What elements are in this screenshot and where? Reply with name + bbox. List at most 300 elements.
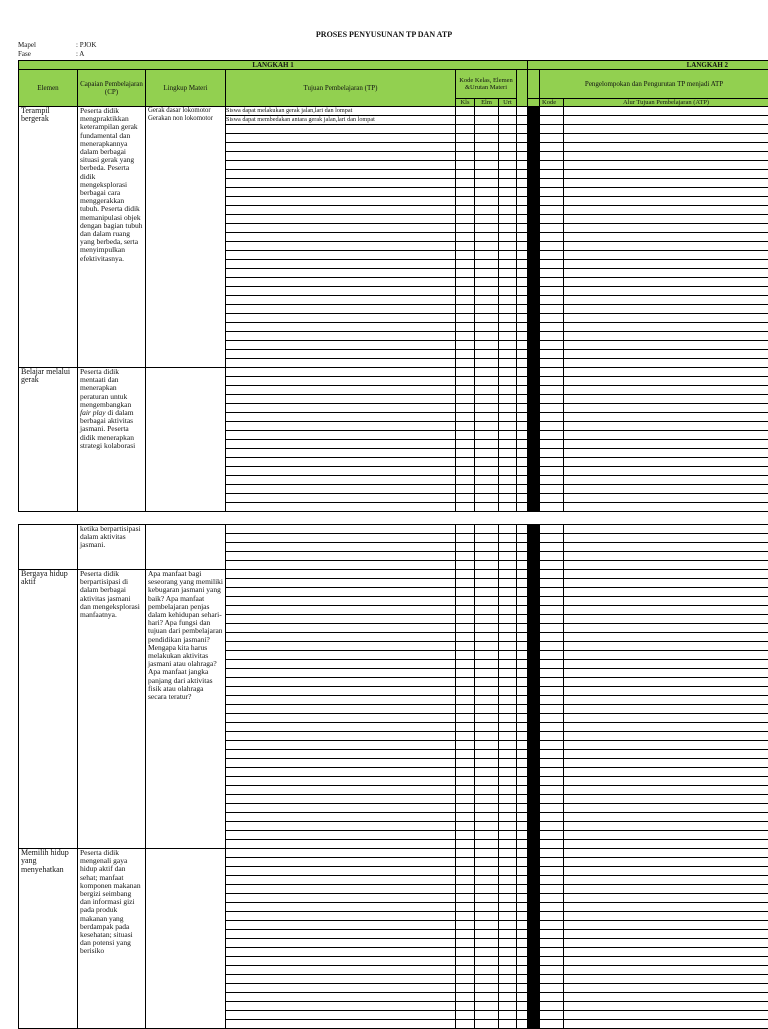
elm-cell — [475, 822, 499, 831]
elm-cell — [475, 831, 499, 840]
elm-cell — [475, 660, 499, 669]
cp-fairplay: fair play — [80, 408, 106, 417]
tp-cell — [226, 921, 456, 930]
alur-cell — [564, 777, 768, 786]
elm-cell — [475, 777, 499, 786]
spacer-cell — [517, 224, 528, 233]
tp-cell — [226, 305, 456, 314]
elm-cell — [475, 768, 499, 777]
alur-cell — [564, 494, 768, 503]
black-divider — [528, 1011, 540, 1020]
black-divider — [528, 804, 540, 813]
spacer-cell — [517, 215, 528, 224]
alur-cell — [564, 116, 768, 125]
black-divider — [528, 597, 540, 606]
spacer-cell — [517, 170, 528, 179]
urt-cell — [499, 750, 517, 759]
black-divider — [528, 422, 540, 431]
urt-cell — [499, 768, 517, 777]
kode-cell — [540, 840, 564, 849]
cp-text: di dalam berbagai aktivitas jasmani. Peserta didik menerapkan strategi kolaborasi — [80, 408, 135, 450]
kode-cell — [540, 260, 564, 269]
black-divider — [528, 224, 540, 233]
kode-cell — [540, 903, 564, 912]
kode-cell — [540, 912, 564, 921]
urt-cell — [499, 467, 517, 476]
elm-cell — [475, 395, 499, 404]
spacer-cell — [517, 768, 528, 777]
urt-cell — [499, 278, 517, 287]
elemen-memilih: Memilih hidup yang menyehatkan — [19, 849, 78, 1029]
black-divider — [528, 143, 540, 152]
elm-cell — [475, 669, 499, 678]
spacer-cell — [517, 669, 528, 678]
spacer-cell — [517, 687, 528, 696]
kls-cell — [456, 197, 475, 206]
alur-cell — [564, 912, 768, 921]
kode-cell — [540, 795, 564, 804]
black-divider — [528, 543, 540, 552]
elm-cell — [475, 179, 499, 188]
elm-cell — [475, 368, 499, 377]
tp-cell — [226, 651, 456, 660]
tp-cell: Siswa dapat melakukan gerak jalan,lari dan lompat — [226, 107, 456, 116]
kls-cell — [456, 458, 475, 467]
tp-cell — [226, 350, 456, 359]
spacer-cell — [517, 534, 528, 543]
spacer-cell — [517, 840, 528, 849]
kode-cell — [540, 813, 564, 822]
black-divider — [528, 966, 540, 975]
tp-cell — [226, 197, 456, 206]
kode-cell — [540, 543, 564, 552]
alur-cell — [564, 1011, 768, 1020]
elm-cell — [475, 143, 499, 152]
kls-cell — [456, 561, 475, 570]
kode-cell — [540, 467, 564, 476]
black-divider — [528, 615, 540, 624]
black-divider — [528, 125, 540, 134]
urt-cell — [499, 885, 517, 894]
tp-cell — [226, 606, 456, 615]
alur-cell — [564, 368, 768, 377]
elm-cell — [475, 534, 499, 543]
tp-cell — [226, 930, 456, 939]
urt-cell — [499, 107, 517, 116]
elm-cell — [475, 525, 499, 534]
black-divider — [528, 494, 540, 503]
kls-cell — [456, 678, 475, 687]
spacer-cell — [517, 795, 528, 804]
tp-cell — [226, 732, 456, 741]
spacer-cell — [517, 242, 528, 251]
kls-cell — [456, 948, 475, 957]
urt-cell — [499, 624, 517, 633]
alur-cell — [564, 570, 768, 579]
kls-cell — [456, 305, 475, 314]
spacer-cell — [517, 359, 528, 368]
urt-cell — [499, 588, 517, 597]
elm-cell — [475, 714, 499, 723]
kls-cell — [456, 597, 475, 606]
black-divider — [528, 921, 540, 930]
spacer-cell — [517, 332, 528, 341]
black-divider — [528, 296, 540, 305]
tp-cell — [226, 206, 456, 215]
urt-cell — [499, 912, 517, 921]
elm-cell — [475, 449, 499, 458]
spacer-cell — [517, 395, 528, 404]
kode-cell — [540, 134, 564, 143]
alur-cell — [564, 467, 768, 476]
kls-cell — [456, 269, 475, 278]
urt-cell — [499, 287, 517, 296]
kls-cell — [456, 233, 475, 242]
spacer-cell — [517, 278, 528, 287]
tp-cell — [226, 948, 456, 957]
col-blank-header — [528, 70, 540, 99]
tp-cell — [226, 894, 456, 903]
tp-cell — [226, 714, 456, 723]
kls-cell — [456, 1011, 475, 1020]
kls-cell — [456, 552, 475, 561]
kode-cell — [540, 161, 564, 170]
black-divider — [528, 305, 540, 314]
fase-row — [18, 50, 31, 58]
urt-cell — [499, 251, 517, 260]
urt-cell — [499, 395, 517, 404]
tp-cell — [226, 449, 456, 458]
alur-cell — [564, 503, 768, 512]
black-divider — [528, 323, 540, 332]
black-divider — [528, 534, 540, 543]
kode-cell — [540, 1011, 564, 1020]
alur-cell — [564, 813, 768, 822]
elemen-belajar: Belajar melalui gerak — [19, 368, 78, 512]
lingkup-terampil — [146, 107, 226, 368]
kode-cell — [540, 251, 564, 260]
elm-cell — [475, 224, 499, 233]
kode-cell — [540, 804, 564, 813]
kls-cell — [456, 984, 475, 993]
elm-cell — [475, 278, 499, 287]
alur-cell — [564, 795, 768, 804]
spacer-cell — [517, 597, 528, 606]
kls-cell — [456, 224, 475, 233]
elm-cell — [475, 552, 499, 561]
black-divider — [528, 170, 540, 179]
tp-cell — [226, 975, 456, 984]
elm-cell — [475, 813, 499, 822]
alur-cell — [564, 332, 768, 341]
urt-cell — [499, 161, 517, 170]
tp-cell — [226, 867, 456, 876]
urt-cell — [499, 966, 517, 975]
kode-cell — [540, 759, 564, 768]
urt-cell — [499, 494, 517, 503]
kls-cell — [456, 494, 475, 503]
alur-cell — [564, 840, 768, 849]
kode-cell — [540, 323, 564, 332]
urt-cell — [499, 440, 517, 449]
kls-cell — [456, 813, 475, 822]
urt-cell — [499, 813, 517, 822]
tp-cell — [226, 588, 456, 597]
elm-cell — [475, 732, 499, 741]
kls-cell — [456, 206, 475, 215]
black-divider — [528, 813, 540, 822]
tp-cell — [226, 660, 456, 669]
alur-cell — [564, 714, 768, 723]
urt-cell — [499, 894, 517, 903]
kls-cell — [456, 1020, 475, 1029]
alur-cell — [564, 624, 768, 633]
tp-cell — [226, 876, 456, 885]
tp-cell — [226, 669, 456, 678]
urt-cell — [499, 714, 517, 723]
alur-cell — [564, 966, 768, 975]
cp-memilih: Peserta didik mengenali gaya hidup aktif dan sehat; manfaat komponen makanan bergizi seimbang dan informasi gizi pada produk makanan yang berdampak pada kesehatan; situasi dan potensi yang berisiko — [78, 849, 146, 1029]
kls-cell — [456, 804, 475, 813]
alur-cell — [564, 543, 768, 552]
elm-cell — [475, 287, 499, 296]
alur-cell — [564, 651, 768, 660]
tp-cell — [226, 143, 456, 152]
urt-cell — [499, 179, 517, 188]
spacer-cell — [517, 930, 528, 939]
kls-cell — [456, 714, 475, 723]
urt-cell — [499, 215, 517, 224]
urt-cell — [499, 741, 517, 750]
kode-cell — [540, 269, 564, 278]
alur-cell — [564, 876, 768, 885]
cp-bergaya: Peserta didik berpartisipasi di dalam berbagai aktivitas jasmani dan mengeksplorasi manfaatnya. — [78, 570, 146, 849]
urt-cell — [499, 1020, 517, 1029]
black-divider — [528, 660, 540, 669]
urt-cell — [499, 759, 517, 768]
kls-cell — [456, 332, 475, 341]
spacer-cell — [517, 903, 528, 912]
elm-cell — [475, 152, 499, 161]
kode-cell — [540, 1002, 564, 1011]
tp-cell — [226, 840, 456, 849]
spacer-cell — [517, 642, 528, 651]
elm-cell — [475, 984, 499, 993]
kls-cell — [456, 179, 475, 188]
urt-cell — [499, 795, 517, 804]
elm-cell — [475, 921, 499, 930]
kode-cell — [540, 449, 564, 458]
tp-cell — [226, 642, 456, 651]
black-divider — [528, 876, 540, 885]
urt-cell — [499, 170, 517, 179]
elm-cell — [475, 305, 499, 314]
black-divider — [528, 395, 540, 404]
spacer-cell — [517, 458, 528, 467]
kode-cell — [540, 188, 564, 197]
elm-cell — [475, 332, 499, 341]
black-divider — [528, 525, 540, 534]
kls-cell — [456, 723, 475, 732]
black-divider — [528, 579, 540, 588]
table-row — [19, 368, 768, 377]
spacer-cell — [517, 494, 528, 503]
kode-cell — [540, 993, 564, 1002]
kode-cell — [540, 332, 564, 341]
alur-cell — [564, 377, 768, 386]
kode-cell — [540, 930, 564, 939]
kls-cell — [456, 921, 475, 930]
elm-cell — [475, 786, 499, 795]
alur-cell — [564, 179, 768, 188]
tp-cell — [226, 494, 456, 503]
urt-cell — [499, 305, 517, 314]
spacer-cell — [517, 377, 528, 386]
elm-cell — [475, 404, 499, 413]
cp-text: Peserta didik mentaati dan menerapkan peraturan untuk mengembangkan — [80, 368, 131, 409]
document-title: PROSES PENYUSUNAN TP DAN ATP — [0, 30, 768, 39]
spacer-cell — [517, 404, 528, 413]
spacer-cell — [517, 849, 528, 858]
elm-cell — [475, 867, 499, 876]
elm-cell — [475, 134, 499, 143]
elm-cell — [475, 323, 499, 332]
urt-cell — [499, 377, 517, 386]
black-divider — [528, 678, 540, 687]
tp-cell — [226, 912, 456, 921]
tp-cell — [226, 503, 456, 512]
kls-cell — [456, 431, 475, 440]
kode-cell — [540, 597, 564, 606]
black-divider — [528, 413, 540, 422]
spacer-cell — [517, 858, 528, 867]
kls-cell — [456, 525, 475, 534]
kode-cell — [540, 642, 564, 651]
kls-cell — [456, 296, 475, 305]
tp-cell — [226, 831, 456, 840]
alur-cell — [564, 395, 768, 404]
kode-cell — [540, 377, 564, 386]
black-divider — [528, 696, 540, 705]
table-row — [19, 849, 768, 858]
urt-cell — [499, 642, 517, 651]
black-divider — [528, 242, 540, 251]
black-divider — [528, 404, 540, 413]
black-divider — [528, 485, 540, 494]
kode-cell — [540, 552, 564, 561]
black-divider — [528, 1020, 540, 1029]
spacer-cell — [517, 449, 528, 458]
alur-cell — [564, 750, 768, 759]
elm-cell — [475, 458, 499, 467]
kode-cell — [540, 768, 564, 777]
alur-cell — [564, 215, 768, 224]
spacer-cell — [517, 579, 528, 588]
spacer-cell — [517, 678, 528, 687]
spacer-cell — [517, 1011, 528, 1020]
kode-cell — [540, 170, 564, 179]
spacer-cell — [517, 440, 528, 449]
tp-cell — [226, 561, 456, 570]
tp-cell — [226, 485, 456, 494]
kls-cell — [456, 107, 475, 116]
elm-cell — [475, 651, 499, 660]
urt-cell — [499, 552, 517, 561]
elm-cell — [475, 939, 499, 948]
black-divider — [528, 287, 540, 296]
black-divider — [528, 260, 540, 269]
table-row — [19, 107, 768, 116]
kode-cell — [540, 206, 564, 215]
urt-cell — [499, 458, 517, 467]
elm-cell — [475, 431, 499, 440]
tp-cell — [226, 723, 456, 732]
tp-cell — [226, 741, 456, 750]
elm-cell — [475, 840, 499, 849]
urt-cell — [499, 404, 517, 413]
spacer-cell — [517, 633, 528, 642]
urt-cell — [499, 134, 517, 143]
kls-cell — [456, 287, 475, 296]
kode-cell — [540, 215, 564, 224]
elm-cell — [475, 215, 499, 224]
elm-cell — [475, 975, 499, 984]
alur-cell — [564, 723, 768, 732]
kode-cell — [540, 876, 564, 885]
elm-cell — [475, 341, 499, 350]
elm-cell — [475, 570, 499, 579]
kls-cell — [456, 750, 475, 759]
alur-cell — [564, 885, 768, 894]
alur-cell — [564, 561, 768, 570]
kls-cell — [456, 579, 475, 588]
tp-cell — [226, 269, 456, 278]
tp-cell — [226, 368, 456, 377]
elm-cell — [475, 723, 499, 732]
elm-cell — [475, 624, 499, 633]
kode-cell — [540, 359, 564, 368]
lingkup-item: Gerakan non lokomotor — [148, 115, 223, 123]
black-divider — [528, 705, 540, 714]
urt-cell — [499, 903, 517, 912]
black-divider — [528, 314, 540, 323]
urt-cell — [499, 777, 517, 786]
tp-cell — [226, 696, 456, 705]
kode-cell — [540, 939, 564, 948]
kls-cell — [456, 768, 475, 777]
alur-cell — [564, 485, 768, 494]
kls-cell — [456, 170, 475, 179]
tp-cell — [226, 296, 456, 305]
black-divider — [528, 570, 540, 579]
kode-cell — [540, 305, 564, 314]
spacer-cell — [517, 867, 528, 876]
spacer-cell — [517, 651, 528, 660]
kls-cell — [456, 543, 475, 552]
kls-cell — [456, 642, 475, 651]
mapel-label: Mapel — [18, 41, 36, 49]
tp-cell — [226, 233, 456, 242]
alur-cell — [564, 768, 768, 777]
kode-cell — [540, 705, 564, 714]
spacer-cell — [517, 606, 528, 615]
elm-cell — [475, 242, 499, 251]
urt-cell — [499, 341, 517, 350]
elm-cell — [475, 642, 499, 651]
tp-cell — [226, 458, 456, 467]
kode-cell — [540, 687, 564, 696]
black-divider — [528, 449, 540, 458]
